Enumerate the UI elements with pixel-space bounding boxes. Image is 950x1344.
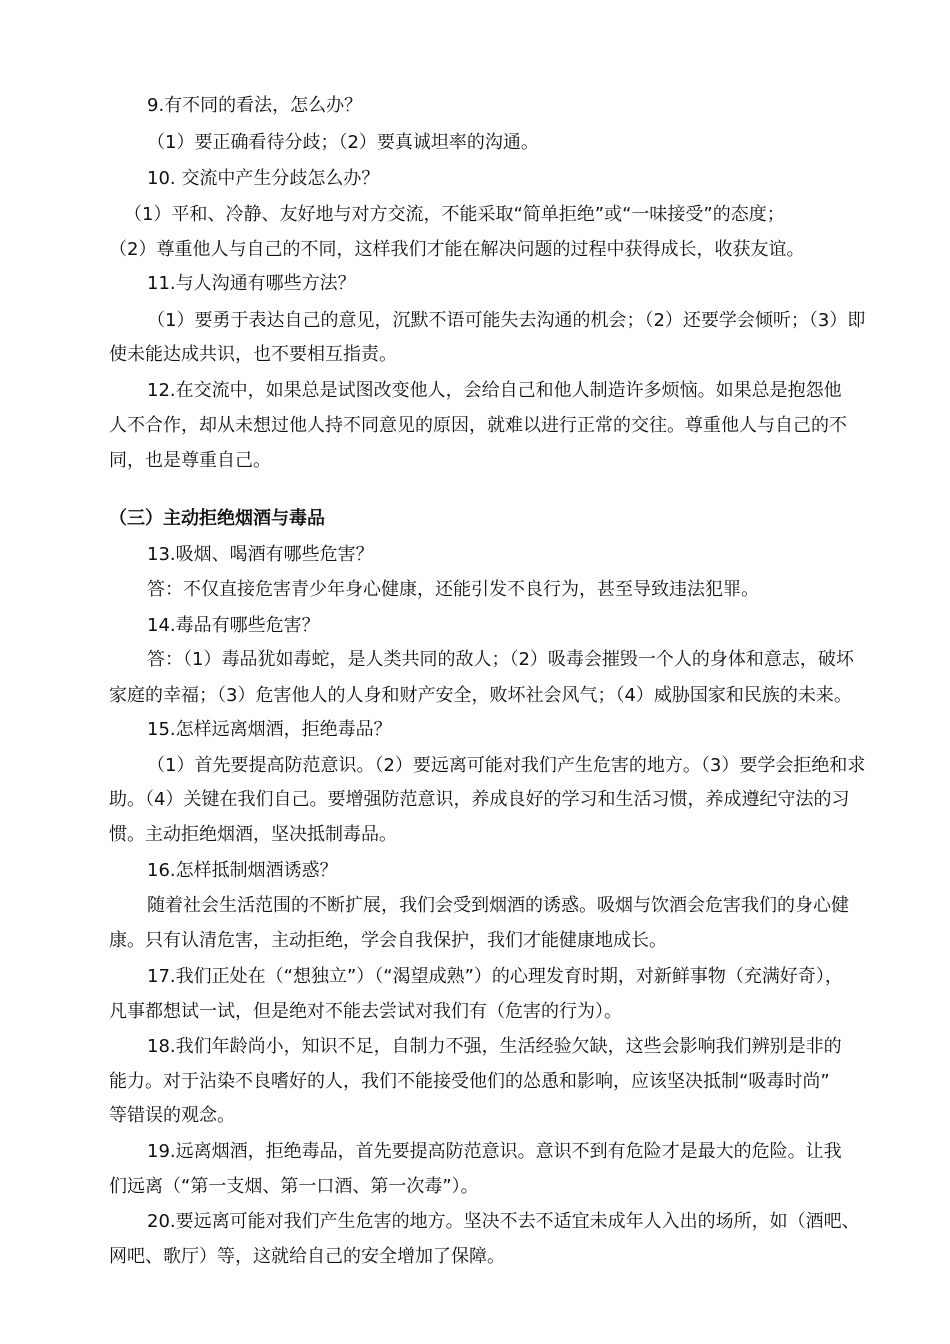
question-14-title: 14.毒品有哪些危害？ — [147, 615, 320, 636]
paragraph-17-line-1: 17.我们正处在（“想独立”）（“渴望成熟”）的心理发育时期，对新鲜事物（充满好奇）， — [147, 966, 843, 987]
paragraph-20-line-1: 20.要远离可能对我们产生危害的地方。坚决不去不适宜未成年人入出的场所，如（酒吧、 — [147, 1211, 860, 1232]
paragraph-12-line-2: 人不合作，却从未想过他人持不同意见的原因，就难以进行正常的交往。尊重他人与自己的不 — [109, 415, 847, 436]
answer-14-line-2: 家庭的幸福；（3）危害他人的人身和财产安全，败坏社会风气；（4）威胁国家和民族的未来。 — [109, 685, 852, 706]
question-11-title: 11.与人沟通有哪些方法？ — [147, 273, 356, 294]
paragraph-12-line-3: 同，也是尊重自己。 — [109, 450, 271, 471]
answer-14-line-1: 答：（1）毒品犹如毒蛇，是人类共同的敌人；（2）吸毒会摧毁一个人的身体和意志，破坏 — [147, 649, 854, 670]
question-10-title: 10. 交流中产生分歧怎么办？ — [147, 168, 380, 189]
paragraph-19-line-2: 们远离（“第一支烟、第一口酒、第一次毒”）。 — [109, 1176, 479, 1197]
answer-15-line-3: 惯。主动拒绝烟酒，坚决抵制毒品。 — [109, 824, 397, 845]
question-15-title: 15.怎样远离烟酒，拒绝毒品？ — [147, 719, 392, 740]
answer-16-line-2: 康。只有认清危害，主动拒绝，学会自我保护，我们才能健康地成长。 — [109, 930, 667, 951]
paragraph-20-line-2: 网吧、歌厅）等，这就给自己的安全增加了保障。 — [109, 1246, 505, 1267]
answer-10-line-1: （1）平和、冷静、友好地与对方交流，不能采取“简单拒绝”或“一味接受”的态度； — [124, 204, 785, 225]
answer-11-line-1: （1）要勇于表达自己的意见，沉默不语可能失去沟通的机会；（2）还要学会倾听；（3）即 — [147, 310, 866, 331]
answer-11-line-2: 使未能达成共识，也不要相互指责。 — [109, 344, 397, 365]
question-16-title: 16.怎样抵制烟酒诱惑？ — [147, 860, 338, 881]
paragraph-17-line-2: 凡事都想试一试，但是绝对不能去尝试对我们有（危害的行为）。 — [109, 1001, 622, 1022]
answer-15-line-2: 助。（4）关键在我们自己。要增强防范意识，养成良好的学习和生活习惯，养成遵纪守法的习 — [109, 789, 850, 810]
answer-16-line-1: 随着社会生活范围的不断扩展，我们会受到烟酒的诱惑。吸烟与饮酒会危害我们的身心健 — [147, 895, 849, 916]
answer-9-line-1: （1）要正确看待分歧；（2）要真诚坦率的沟通。 — [147, 132, 539, 153]
answer-13-line-1: 答：不仅直接危害青少年身心健康，还能引发不良行为，甚至导致违法犯罪。 — [147, 579, 759, 600]
paragraph-18-line-1: 18.我们年龄尚小，知识不足，自制力不强，生活经验欠缺，这些会影响我们辨别是非的 — [147, 1036, 842, 1057]
paragraph-12-line-1: 12.在交流中，如果总是试图改变他人，会给自己和他人制造许多烦恼。如果总是抱怨他 — [147, 380, 842, 401]
question-13-title: 13.吸烟、喝酒有哪些危害？ — [147, 544, 374, 565]
paragraph-18-line-2: 能力。对于沾染不良嗜好的人，我们不能接受他们的怂恿和影响，应该坚决抵制“吸毒时尚” — [109, 1071, 830, 1092]
section-heading: （三）主动拒绝烟酒与毒品 — [109, 508, 325, 529]
answer-10-line-2: （2）尊重他人与自己的不同，这样我们才能在解决问题的过程中获得成长，收获友谊。 — [109, 239, 805, 260]
answer-15-line-1: （1）首先要提高防范意识。（2）要远离可能对我们产生危害的地方。（3）要学会拒绝和求 — [147, 755, 866, 776]
question-9-title: 9.有不同的看法，怎么办？ — [147, 95, 363, 116]
paragraph-18-line-3: 等错误的观念。 — [109, 1105, 235, 1126]
paragraph-19-line-1: 19.远离烟酒，拒绝毒品，首先要提高防范意识。意识不到有危险才是最大的危险。让我 — [147, 1141, 842, 1162]
